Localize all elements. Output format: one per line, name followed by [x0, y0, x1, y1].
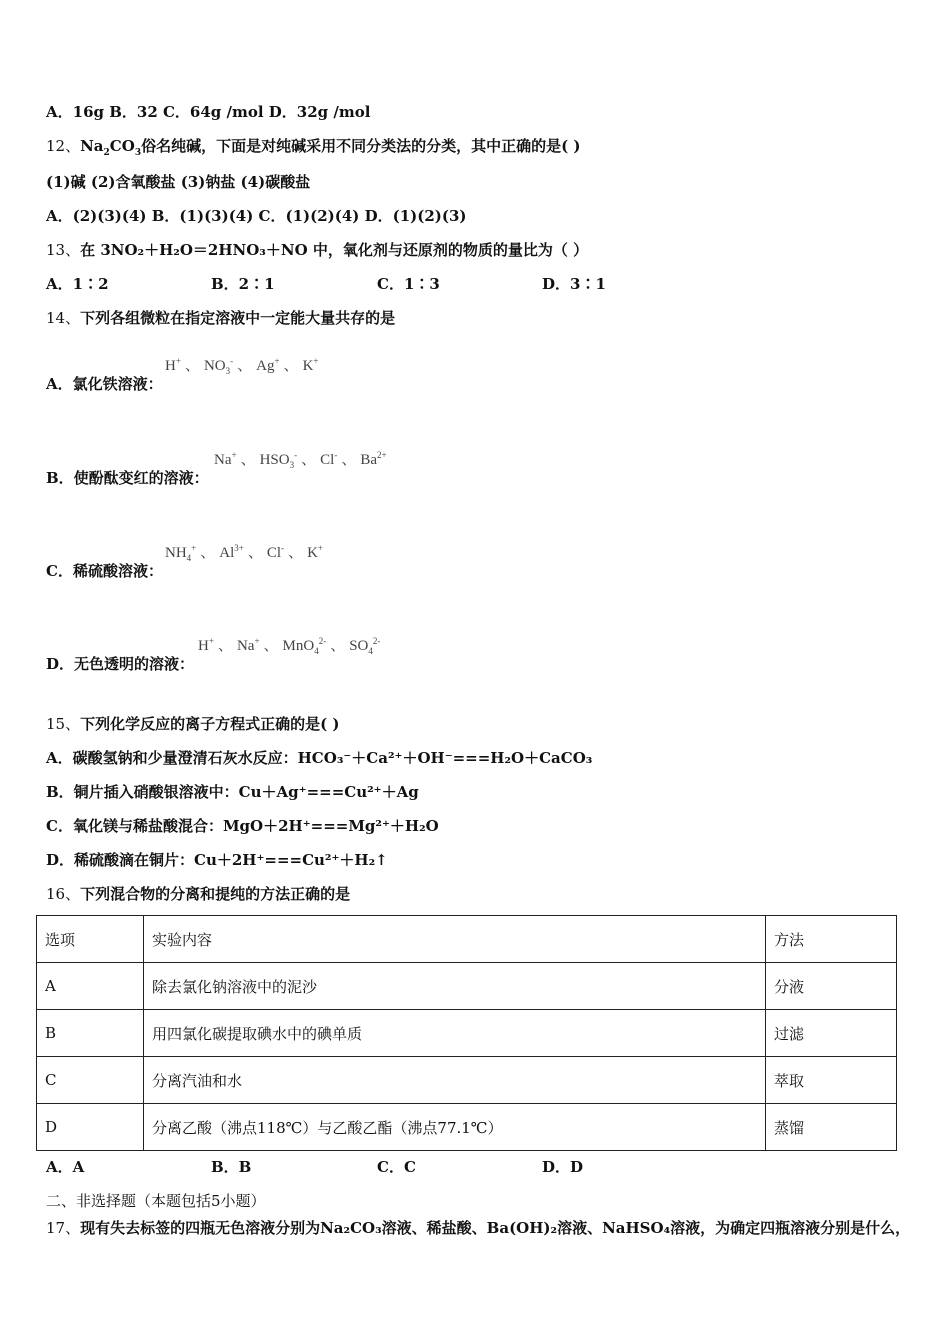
table-cell: 分离汽油和水: [144, 1057, 766, 1104]
q13-option-d: D．3∶1: [542, 275, 606, 293]
q13-stem: 13、在 3NO₂＋H₂O＝2HNO₃＋NO 中，氧化剂与还原剂的物质的量比为（ ）: [46, 241, 589, 259]
table-cell: 选项: [37, 916, 144, 963]
table-cell: C: [37, 1057, 144, 1104]
q14-ion-list: [198, 634, 384, 656]
q13-option-a: A．1∶2: [46, 275, 109, 293]
ion: K+: [302, 356, 319, 374]
q11-options: A．16g B．32 C．64g /mol D．32g /mol: [46, 103, 371, 121]
separator: 、: [341, 452, 357, 468]
separator: 、: [301, 452, 317, 468]
q12-items: (1)碱 (2)含氧酸盐 (3)钠盐 (4)碳酸盐: [46, 173, 311, 191]
ion: Cl-: [266, 543, 285, 561]
q14-ion-list: [165, 354, 322, 376]
q16-option-a: A．A: [46, 1158, 85, 1176]
q14-ion-list: [165, 541, 327, 563]
separator: 、: [200, 545, 216, 561]
ion: $NO_3^-$: [203, 356, 234, 376]
q15-option-a: A．碳酸氢钠和少量澄清石灰水反应：HCO₃⁻＋Ca²⁺＋OH⁻===H₂O＋CaCO₃: [46, 749, 593, 767]
table-cell: 实验内容: [144, 916, 766, 963]
table-cell: 过滤: [766, 1010, 897, 1057]
q14-option-label: D．无色透明的溶液：: [46, 655, 195, 673]
table-row: [37, 963, 897, 1010]
table-cell: 分液: [766, 963, 897, 1010]
ion: H+: [198, 636, 214, 654]
q14-stem: 14、下列各组微粒在指定溶液中一定能大量共存的是: [46, 309, 396, 327]
table-cell: 除去氯化钠溶液中的泥沙: [144, 963, 766, 1010]
q15-option-b: B．铜片插入硝酸银溶液中：Cu＋Ag⁺===Cu²⁺＋Ag: [46, 783, 419, 801]
q16-table: [36, 915, 897, 1151]
separator: 、: [263, 638, 279, 654]
table-header-row: [37, 916, 897, 963]
separator: 、: [330, 638, 346, 654]
separator: 、: [288, 545, 304, 561]
ion: $Ba^{2+}$: [360, 450, 387, 468]
q16-option-c: C．C: [377, 1158, 416, 1176]
q15-option-d: D．稀硫酸滴在铜片：Cu＋2H⁺===Cu²⁺＋H₂↑: [46, 851, 388, 869]
table-row: [37, 1104, 897, 1151]
q13-option-b: B．2∶1: [211, 275, 275, 293]
ion: Na+: [214, 450, 237, 468]
q17-stem: 17、现有失去标签的四瓶无色溶液分别为Na₂CO₃溶液、稀盐酸、Ba(OH)₂溶液、NaHSO₄溶液，为确定四瓶溶液分别是什么，: [46, 1219, 911, 1237]
q14-option-label: B．使酚酞变红的溶液：: [46, 469, 209, 487]
q14-ion-list: [214, 448, 391, 470]
separator: 、: [217, 638, 233, 654]
section-heading: 二、非选择题（本题包括5小题）: [46, 1192, 266, 1210]
q15-option-c: C．氧化镁与稀盐酸混合：MgO＋2H⁺===Mg²⁺＋H₂O: [46, 817, 439, 835]
table-cell: 萃取: [766, 1057, 897, 1104]
q12-stem: 12、$Na_2CO_3$俗名纯碱，下面是对纯碱采用不同分类法的分类，其中正确的是( ): [46, 137, 581, 158]
separator: 、: [283, 358, 299, 374]
separator: 、: [247, 545, 263, 561]
ion: MnO$_4^{2-}$: [282, 636, 327, 656]
ion: K+: [307, 543, 323, 561]
table-cell: 方法: [766, 916, 897, 963]
q13-option-c: C．1∶3: [377, 275, 440, 293]
separator: 、: [237, 358, 253, 374]
table-row: [37, 1057, 897, 1104]
ion: $HSO_3^-$: [259, 450, 298, 470]
q16-option-d: D．D: [542, 1158, 584, 1176]
q14-option-label: C．稀硫酸溶液：: [46, 562, 163, 580]
ion: $Al^{3+}$: [219, 543, 244, 561]
table-cell: A: [37, 963, 144, 1010]
q12-options: A．(2)(3)(4) B．(1)(3)(4) C．(1)(2)(4) D．(1)(2)(3): [46, 207, 467, 225]
table-cell: 分离乙酸（沸点118℃）与乙酸乙酯（沸点77.1℃）: [144, 1104, 766, 1151]
separator: 、: [184, 358, 200, 374]
ion: Cl-: [320, 450, 338, 468]
table-cell: D: [37, 1104, 144, 1151]
table-row: [37, 1010, 897, 1057]
q14-option-label: A．氯化铁溶液：: [46, 375, 163, 393]
table-cell: 用四氯化碳提取碘水中的碘单质: [144, 1010, 766, 1057]
ion: $NH_4^+$: [165, 543, 197, 563]
ion: Na+: [236, 636, 260, 654]
q16-stem: 16、下列混合物的分离和提纯的方法正确的是: [46, 885, 351, 903]
table-cell: B: [37, 1010, 144, 1057]
q15-stem: 15、下列化学反应的离子方程式正确的是( ): [46, 715, 340, 733]
ion: H+: [165, 356, 181, 374]
q16-option-b: B．B: [211, 1158, 252, 1176]
table-cell: 蒸馏: [766, 1104, 897, 1151]
separator: 、: [240, 452, 256, 468]
ion: Ag+: [256, 356, 280, 374]
ion: $SO_4^{2-}$: [349, 636, 381, 656]
